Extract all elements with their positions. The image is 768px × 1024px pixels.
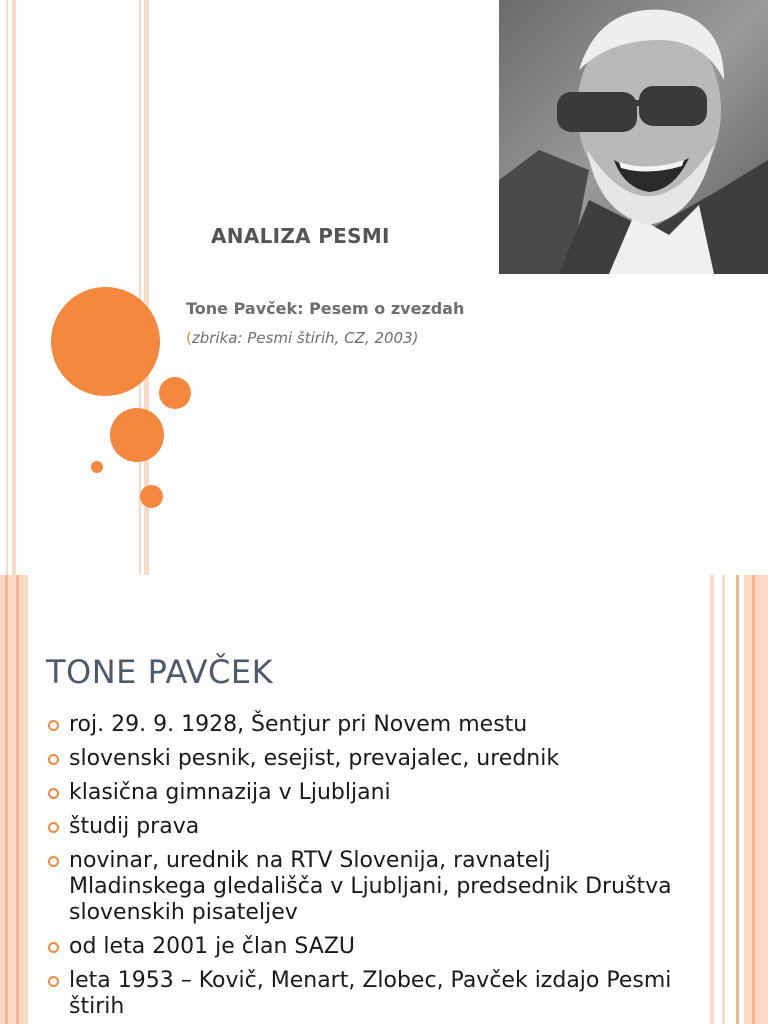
decorative-stripe (710, 575, 714, 1024)
list-item (47, 848, 687, 926)
list-item-text: klasična gimnazija v Ljubljani (69, 780, 391, 805)
decorative-circle (91, 461, 103, 473)
list-item (47, 712, 687, 738)
bullet-circle-icon (48, 976, 59, 987)
list-item-text: slovenski pesnik, esejist, prevajalec, urednik (69, 746, 560, 771)
bullet-circle-icon (48, 720, 59, 731)
decorative-circle (140, 485, 163, 508)
decorative-stripe (752, 575, 755, 1024)
list-item (47, 780, 687, 806)
decorative-circle-large (51, 287, 160, 396)
bullet-circle-icon (48, 822, 59, 833)
list-item (47, 968, 687, 1020)
decorative-stripe (139, 0, 141, 575)
list-item-text: leta 1953 – Kovič, Menart, Zlobec, Pavček izdajo Pesmi štirih (69, 968, 672, 1019)
biography-slide (0, 575, 768, 1024)
decorative-circle (159, 377, 191, 409)
decorative-circle (110, 408, 164, 462)
collection-note-paren: ( (186, 329, 192, 347)
decorative-stripe (5, 575, 8, 1024)
decorative-stripe (744, 575, 768, 1024)
bullet-circle-icon (48, 942, 59, 953)
slide-subtitle: Tone Pavček: Pesem o zvezdah (186, 299, 465, 318)
biography-list (47, 712, 687, 1024)
list-item (47, 814, 687, 840)
list-item-text: roj. 29. 9. 1928, Šentjur pri Novem mestu (69, 712, 528, 737)
decorative-stripe (16, 575, 19, 1024)
collection-note-text: zbrika: Pesmi štirih, CZ, 2003) (191, 329, 419, 347)
portrait-photo-graphic (499, 0, 768, 274)
list-item-text: novinar, urednik na RTV Slovenija, ravnatelj Mladinskega gledališča v Ljubljani, predsednik Društva slovenskih pisateljev (69, 848, 672, 925)
list-item-text: od leta 2001 je član SAZU (69, 934, 356, 959)
collection-note (186, 329, 418, 347)
decorative-stripe (722, 575, 725, 1024)
decorative-stripe (12, 0, 16, 575)
list-item-text: študij prava (69, 814, 200, 839)
list-item (47, 934, 687, 960)
decorative-stripe (736, 575, 739, 1024)
slide-title: TONE PAVČEK (46, 653, 274, 691)
bullet-circle-icon (48, 856, 59, 867)
decorative-stripe (6, 0, 8, 575)
slide-title: ANALIZA PESMI (211, 224, 390, 248)
bullet-circle-icon (48, 754, 59, 765)
list-item (47, 746, 687, 772)
portrait-photo (499, 0, 768, 274)
bullet-circle-icon (48, 788, 59, 799)
